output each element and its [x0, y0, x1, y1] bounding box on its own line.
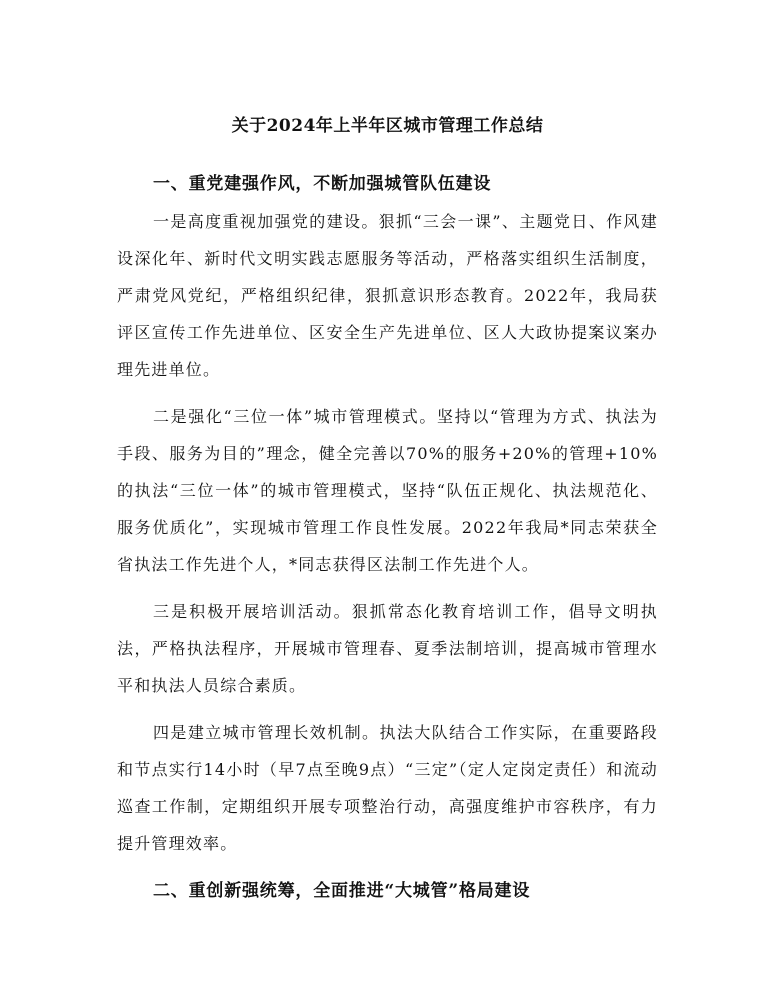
document-title: 关于2024年上半年区城市管理工作总结 — [231, 116, 544, 136]
paragraph-three-in-one: 二是强化“三位一体”城市管理模式。坚持以“管理为方式、执法为手段、服务为目的”理念，健全完善以70%的服务+20%的管理+10%的执法“三位一体”的城市管理模式，坚持“队伍正规化、执法规范化、服务优质化”，实现城市管理工作良性发展。2022年我局*同志荣获全省执法工作先进个人，*同志获得区法制工作先进个人。 — [117, 407, 658, 574]
section-heading-2: 二、重创新强统筹，全面推进“大城管”格局建设 — [153, 881, 531, 901]
paragraph-party-building: 一是高度重视加强党的建设。狠抓“三会一课”、主题党日、作风建设深化年、新时代文明实践志愿服务等活动，严格落实组织生活制度，严肃党风党纪，严格组织纪律，狠抓意识形态教育。2022年，我局获评区宣传工作先进单位、区安全生产先进单位、区人大政协提案议案办理先进单位。 — [117, 212, 658, 379]
section-heading-1: 一、重党建强作风，不断加强城管队伍建设 — [153, 174, 492, 194]
paragraph-long-term-mechanism: 四是建立城市管理长效机制。执法大队结合工作实际，在重要路段和节点实行14小时（早7点至晚9点）“三定”（定人定岗定责任）和流动巡查工作制，定期组织开展专项整治行动，高强度维护市容秩序，有力提升管理效率。 — [117, 723, 658, 853]
paragraph-training: 三是积极开展培训活动。狠抓常态化教育培训工作，倡导文明执法，严格执法程序，开展城市管理春、夏季法制培训，提高城市管理水平和执法人员综合素质。 — [117, 602, 658, 695]
